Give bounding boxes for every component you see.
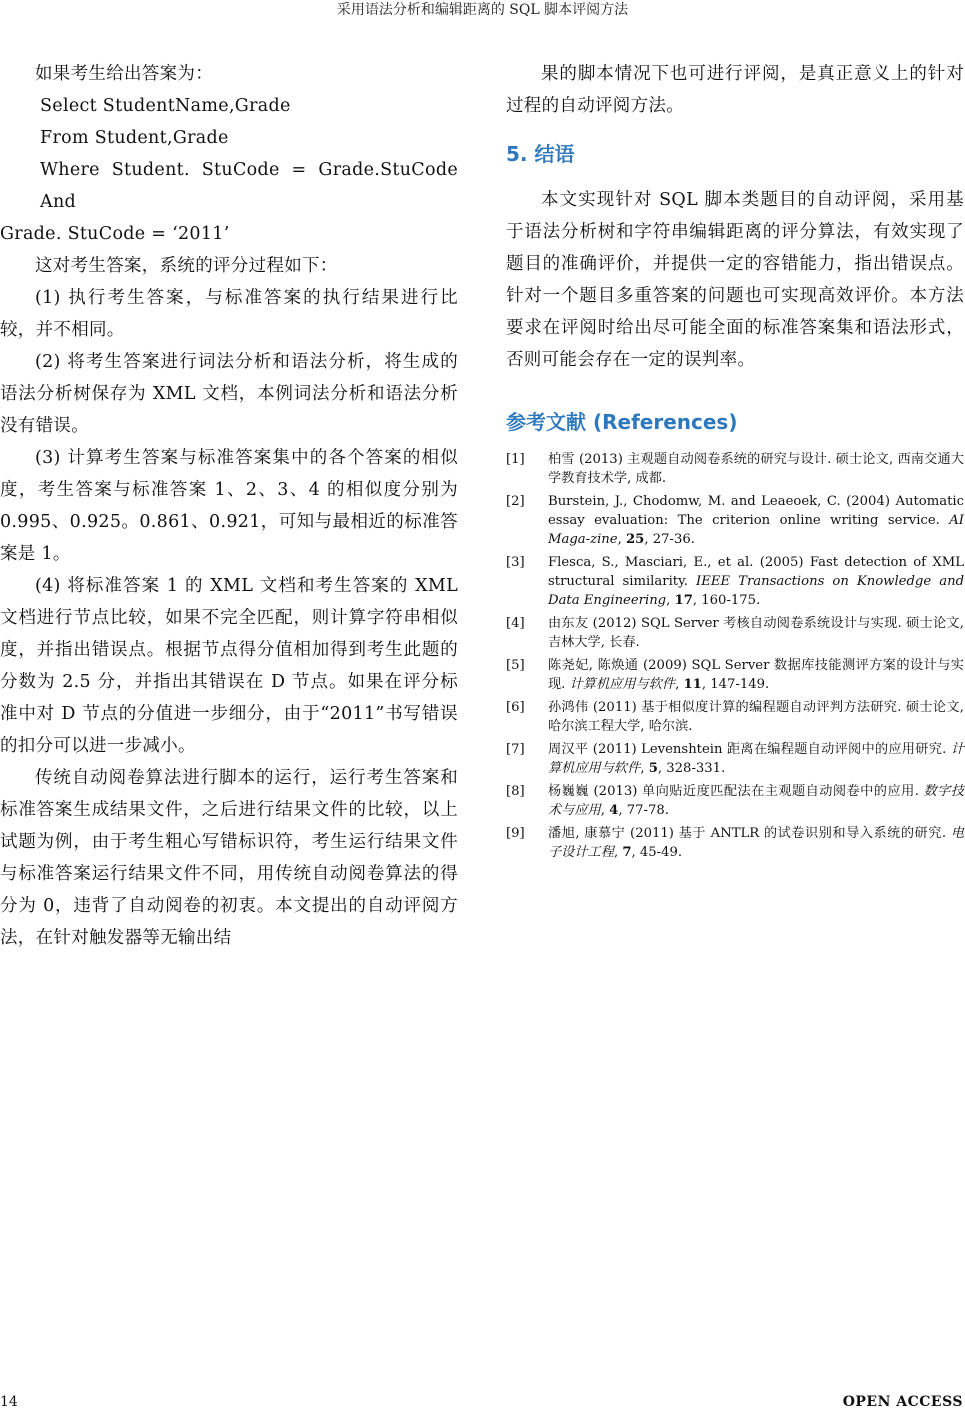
reference-pages: , 45-49.	[631, 845, 683, 860]
reference-text: Flesca, S., Masciari, E., et al. (2005) Fast detection of XML structural similarity. IEEE Transactions on Knowledge and Data Engineering, 17, 160-175.	[548, 555, 965, 608]
reference-text: 周汉平 (2011) Levenshtein 距离在编程题自动评阅中的应用研究. 计算机应用与软件, 5, 328-331.	[548, 742, 964, 776]
reference-item	[506, 450, 964, 488]
step-1-paragraph: (1) 执行考生答案，与标准答案的执行结果进行比较，并不相同。	[0, 288, 458, 340]
code-line-where: Where Student. StuCode = Grade.StuCode And	[40, 160, 458, 212]
reference-item	[506, 740, 964, 778]
reference-pages: , 77-78.	[618, 803, 669, 818]
code-line-where-cont: Grade. StuCode = ‘2011’	[0, 224, 230, 244]
reference-pages: , 147-149.	[701, 677, 770, 692]
reference-citation: Burstein, J., Chodomw, M. and Leaeoek, C. (2004) Automatic essay evaluation: The criterion online writing service.	[548, 494, 964, 528]
reference-journal: 数字技术与应用	[548, 784, 965, 818]
continued-paragraph: 果的脚本情况下也可进行评阅，是真正意义上的针对过程的自动评阅方法。	[506, 64, 964, 116]
reference-text: 潘旭, 康慕宁 (2011) 基于 ANTLR 的试卷识别和导入系统的研究. 电子设计工程, 7, 45-49.	[548, 826, 964, 860]
right-column	[506, 58, 964, 866]
reference-citation: 陈尧妃, 陈焕通 (2009) SQL Server 数据库技能测评方案的设计与实现.	[548, 658, 964, 692]
reference-list	[506, 450, 964, 862]
running-head: 采用语法分析和编辑距离的 SQL 脚本评阅方法	[336, 2, 629, 18]
reference-citation: 孙鸿伟 (2011) 基于相似度计算的编程题自动评判方法研究. 硕士论文, 哈尔滨工程大学, 哈尔滨.	[548, 700, 964, 734]
reference-volume: 25	[625, 532, 645, 547]
reference-number: [6]	[506, 700, 525, 715]
reference-number: [8]	[506, 784, 525, 799]
reference-pages: , 328-331.	[657, 761, 726, 776]
reference-item	[506, 656, 964, 694]
reference-number: [3]	[506, 555, 525, 570]
step-2-paragraph: (2) 将考生答案进行词法分析和语法分析，将生成的语法分析树保存为 XML 文档，本例词法分析和语法分析没有错误。	[0, 352, 458, 436]
step-4-paragraph: (4) 将标准答案 1 的 XML 文档和考生答案的 XML 文档进行节点比较，如果不完全匹配，则计算字符串相似度，并指出错误点。根据节点得分值相加得到考生此题的分数为 2.5 分，并指出其错误在 D 节点。如果在评分标准中对 D 节点的分值进一步细分，由于“2011”书写错误的扣分可以进一步减小。	[0, 576, 458, 756]
process-paragraph: 这对考生答案，系统的评分过程如下：	[35, 256, 338, 276]
code-line-select: Select StudentName,Grade	[40, 96, 291, 116]
reference-number: [4]	[506, 616, 525, 631]
reference-citation: 潘旭, 康慕宁 (2011) 基于 ANTLR 的试卷识别和导入系统的研究.	[548, 826, 951, 841]
reference-volume: 17	[674, 593, 693, 608]
reference-volume: 11	[683, 677, 702, 692]
reference-text	[548, 450, 964, 488]
reference-citation: 杨巍巍 (2013) 单向贴近度匹配法在主观题自动阅卷中的应用.	[548, 784, 924, 799]
reference-text	[548, 614, 964, 652]
reference-text: 杨巍巍 (2013) 单向贴近度匹配法在主观题自动阅卷中的应用. 数字技术与应用, 4, 77-78.	[548, 784, 965, 818]
reference-item	[506, 698, 964, 736]
reference-pages: , 160-175.	[692, 593, 761, 608]
reference-citation: Flesca, S., Masciari, E., et al. (2005) Fast detection of XML structural similarity.	[548, 555, 964, 589]
reference-pages: , 27-36.	[644, 532, 695, 547]
reference-text: Burstein, J., Chodomw, M. and Leaeoek, C. (2004) Automatic essay evaluation: The criterion online writing service. AI Maga-zine, 25, 27-36.	[548, 494, 964, 547]
traditional-paragraph: 传统自动阅卷算法进行脚本的运行，运行考生答案和标准答案生成结果文件，之后进行结果文件的比较，以上试题为例，由于考生粗心写错标识符，考生运行结果文件与标准答案运行结果文件不同，用传统自动阅卷算法的得分为 0，违背了自动阅卷的初衷。本文提出的自动评阅方法，在针对触发器等无输出结	[0, 768, 458, 948]
reference-item	[506, 614, 964, 652]
reference-item	[506, 553, 964, 610]
reference-item	[506, 824, 964, 862]
reference-number: [7]	[506, 742, 525, 757]
reference-citation: 柏雪 (2013) 主观题自动阅卷系统的研究与设计. 硕士论文, 西南交通大学教育技术学, 成都.	[548, 452, 964, 486]
reference-citation: 周汉平 (2011) Levenshtein 距离在编程题自动评阅中的应用研究.	[548, 742, 951, 757]
reference-text: 陈尧妃, 陈焕通 (2009) SQL Server 数据库技能测评方案的设计与实现. 计算机应用与软件, 11, 147-149.	[548, 658, 964, 692]
code-line-from: From Student,Grade	[40, 128, 229, 148]
reference-journal: IEEE Transactions on Knowledge and Data Engineering	[548, 574, 965, 608]
reference-journal: 计算机应用与软件	[548, 742, 964, 776]
references-heading: 参考文献 (References)	[506, 410, 738, 434]
reference-journal: 电子设计工程	[548, 826, 964, 860]
reference-citation: 由东友 (2012) SQL Server 考核自动阅卷系统设计与实现. 硕士论文, 吉林大学, 长春.	[548, 616, 964, 650]
reference-number: [1]	[506, 452, 525, 467]
reference-volume: 4	[609, 803, 619, 818]
reference-number: [2]	[506, 494, 525, 509]
reference-volume: 7	[622, 845, 632, 860]
page-number: 14	[0, 1394, 18, 1410]
reference-text	[548, 698, 964, 736]
open-access-label: OPEN ACCESS	[842, 1394, 963, 1410]
reference-volume: 5	[648, 761, 658, 776]
reference-item	[506, 782, 964, 820]
reference-journal: 计算机应用与软件	[569, 677, 676, 692]
reference-number: [9]	[506, 826, 525, 841]
reference-number: [5]	[506, 658, 525, 673]
intro-paragraph: 如果考生给出答案为：	[35, 64, 213, 84]
reference-journal: AI Maga-zine	[548, 513, 964, 547]
step-3-paragraph: (3) 计算考生答案与标准答案集中的各个答案的相似度，考生答案与标准答案 1、2、3、4 的相似度分别为 0.995、0.925。0.861、0.921，可知与最相近的标准答案是 1。	[0, 448, 458, 564]
section-5-heading: 5. 结语	[506, 142, 575, 166]
reference-item	[506, 492, 964, 549]
left-column	[0, 58, 458, 954]
conclusion-paragraph: 本文实现针对 SQL 脚本类题目的自动评阅，采用基于语法分析树和字符串编辑距离的评分算法，有效实现了题目的准确评价，并提供一定的容错能力，指出错误点。针对一个题目多重答案的问题也可实现高效评价。本方法要求在评阅时给出尽可能全面的标准答案集和语法形式，否则可能会存在一定的误判率。	[506, 190, 964, 370]
